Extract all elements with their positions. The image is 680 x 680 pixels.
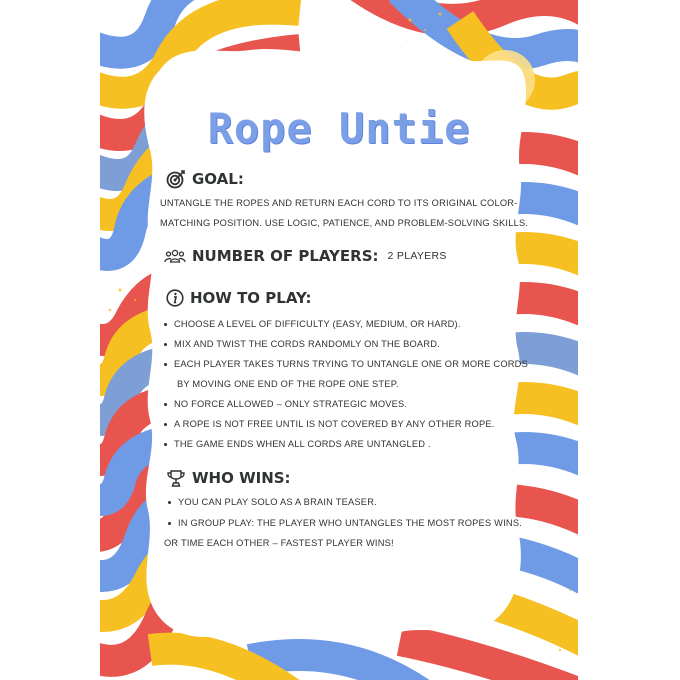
list-item: A ROPE IS NOT FREE UNTIL IS NOT COVERED BY ANY OTHER ROPE. (162, 414, 528, 434)
how-to-play-heading (166, 289, 312, 307)
goal-line-1: UNTANGLE THE ROPES AND RETURN EACH CORD TO ITS ORIGINAL COLOR- (160, 198, 518, 208)
goal-heading-label: GOAL: (192, 170, 244, 188)
players-value: 2 PLAYERS (387, 250, 447, 262)
who-wins-heading (166, 468, 291, 488)
list-item: YOU CAN PLAY SOLO AS A BRAIN TEASER. (166, 492, 522, 512)
target-icon (166, 169, 186, 189)
trophy-icon (166, 468, 186, 488)
list-item: THE GAME ENDS WHEN ALL CORDS ARE UNTANGLED . (162, 434, 528, 454)
list-item: MIX AND TWIST THE CORDS RANDOMLY ON THE BOARD. (162, 334, 528, 354)
list-item: NO FORCE ALLOWED – ONLY STRATEGIC MOVES. (162, 394, 528, 414)
who-wins-footer: OR TIME EACH OTHER – FASTEST PLAYER WINS! (164, 538, 394, 548)
people-group-icon (164, 248, 186, 264)
rules-card (100, 0, 578, 680)
list-item: CHOOSE A LEVEL OF DIFFICULTY (EASY, MEDIUM, OR HARD). (162, 314, 528, 334)
goal-heading (166, 169, 244, 189)
who-wins-list (166, 492, 522, 534)
how-to-play-heading-label: HOW TO PLAY: (190, 289, 312, 307)
list-item: EACH PLAYER TAKES TURNS TRYING TO UNTANGLE ONE OR MORE CORDS (162, 354, 528, 374)
who-wins-heading-label: WHO WINS: (192, 469, 291, 487)
page-title: Rope Untie (207, 104, 471, 153)
players-heading-label: NUMBER OF PLAYERS: (192, 247, 379, 265)
list-item: IN GROUP PLAY: THE PLAYER WHO UNTANGLES THE MOST ROPES WINS. (166, 512, 522, 534)
info-circle-icon (166, 289, 184, 307)
players-heading (164, 247, 447, 265)
list-item-continuation: BY MOVING ONE END OF THE ROPE ONE STEP. (177, 379, 399, 389)
goal-line-2: MATCHING POSITION. USE LOGIC, PATIENCE, AND PROBLEM-SOLVING SKILLS. (160, 218, 529, 228)
how-to-play-list (162, 314, 528, 454)
